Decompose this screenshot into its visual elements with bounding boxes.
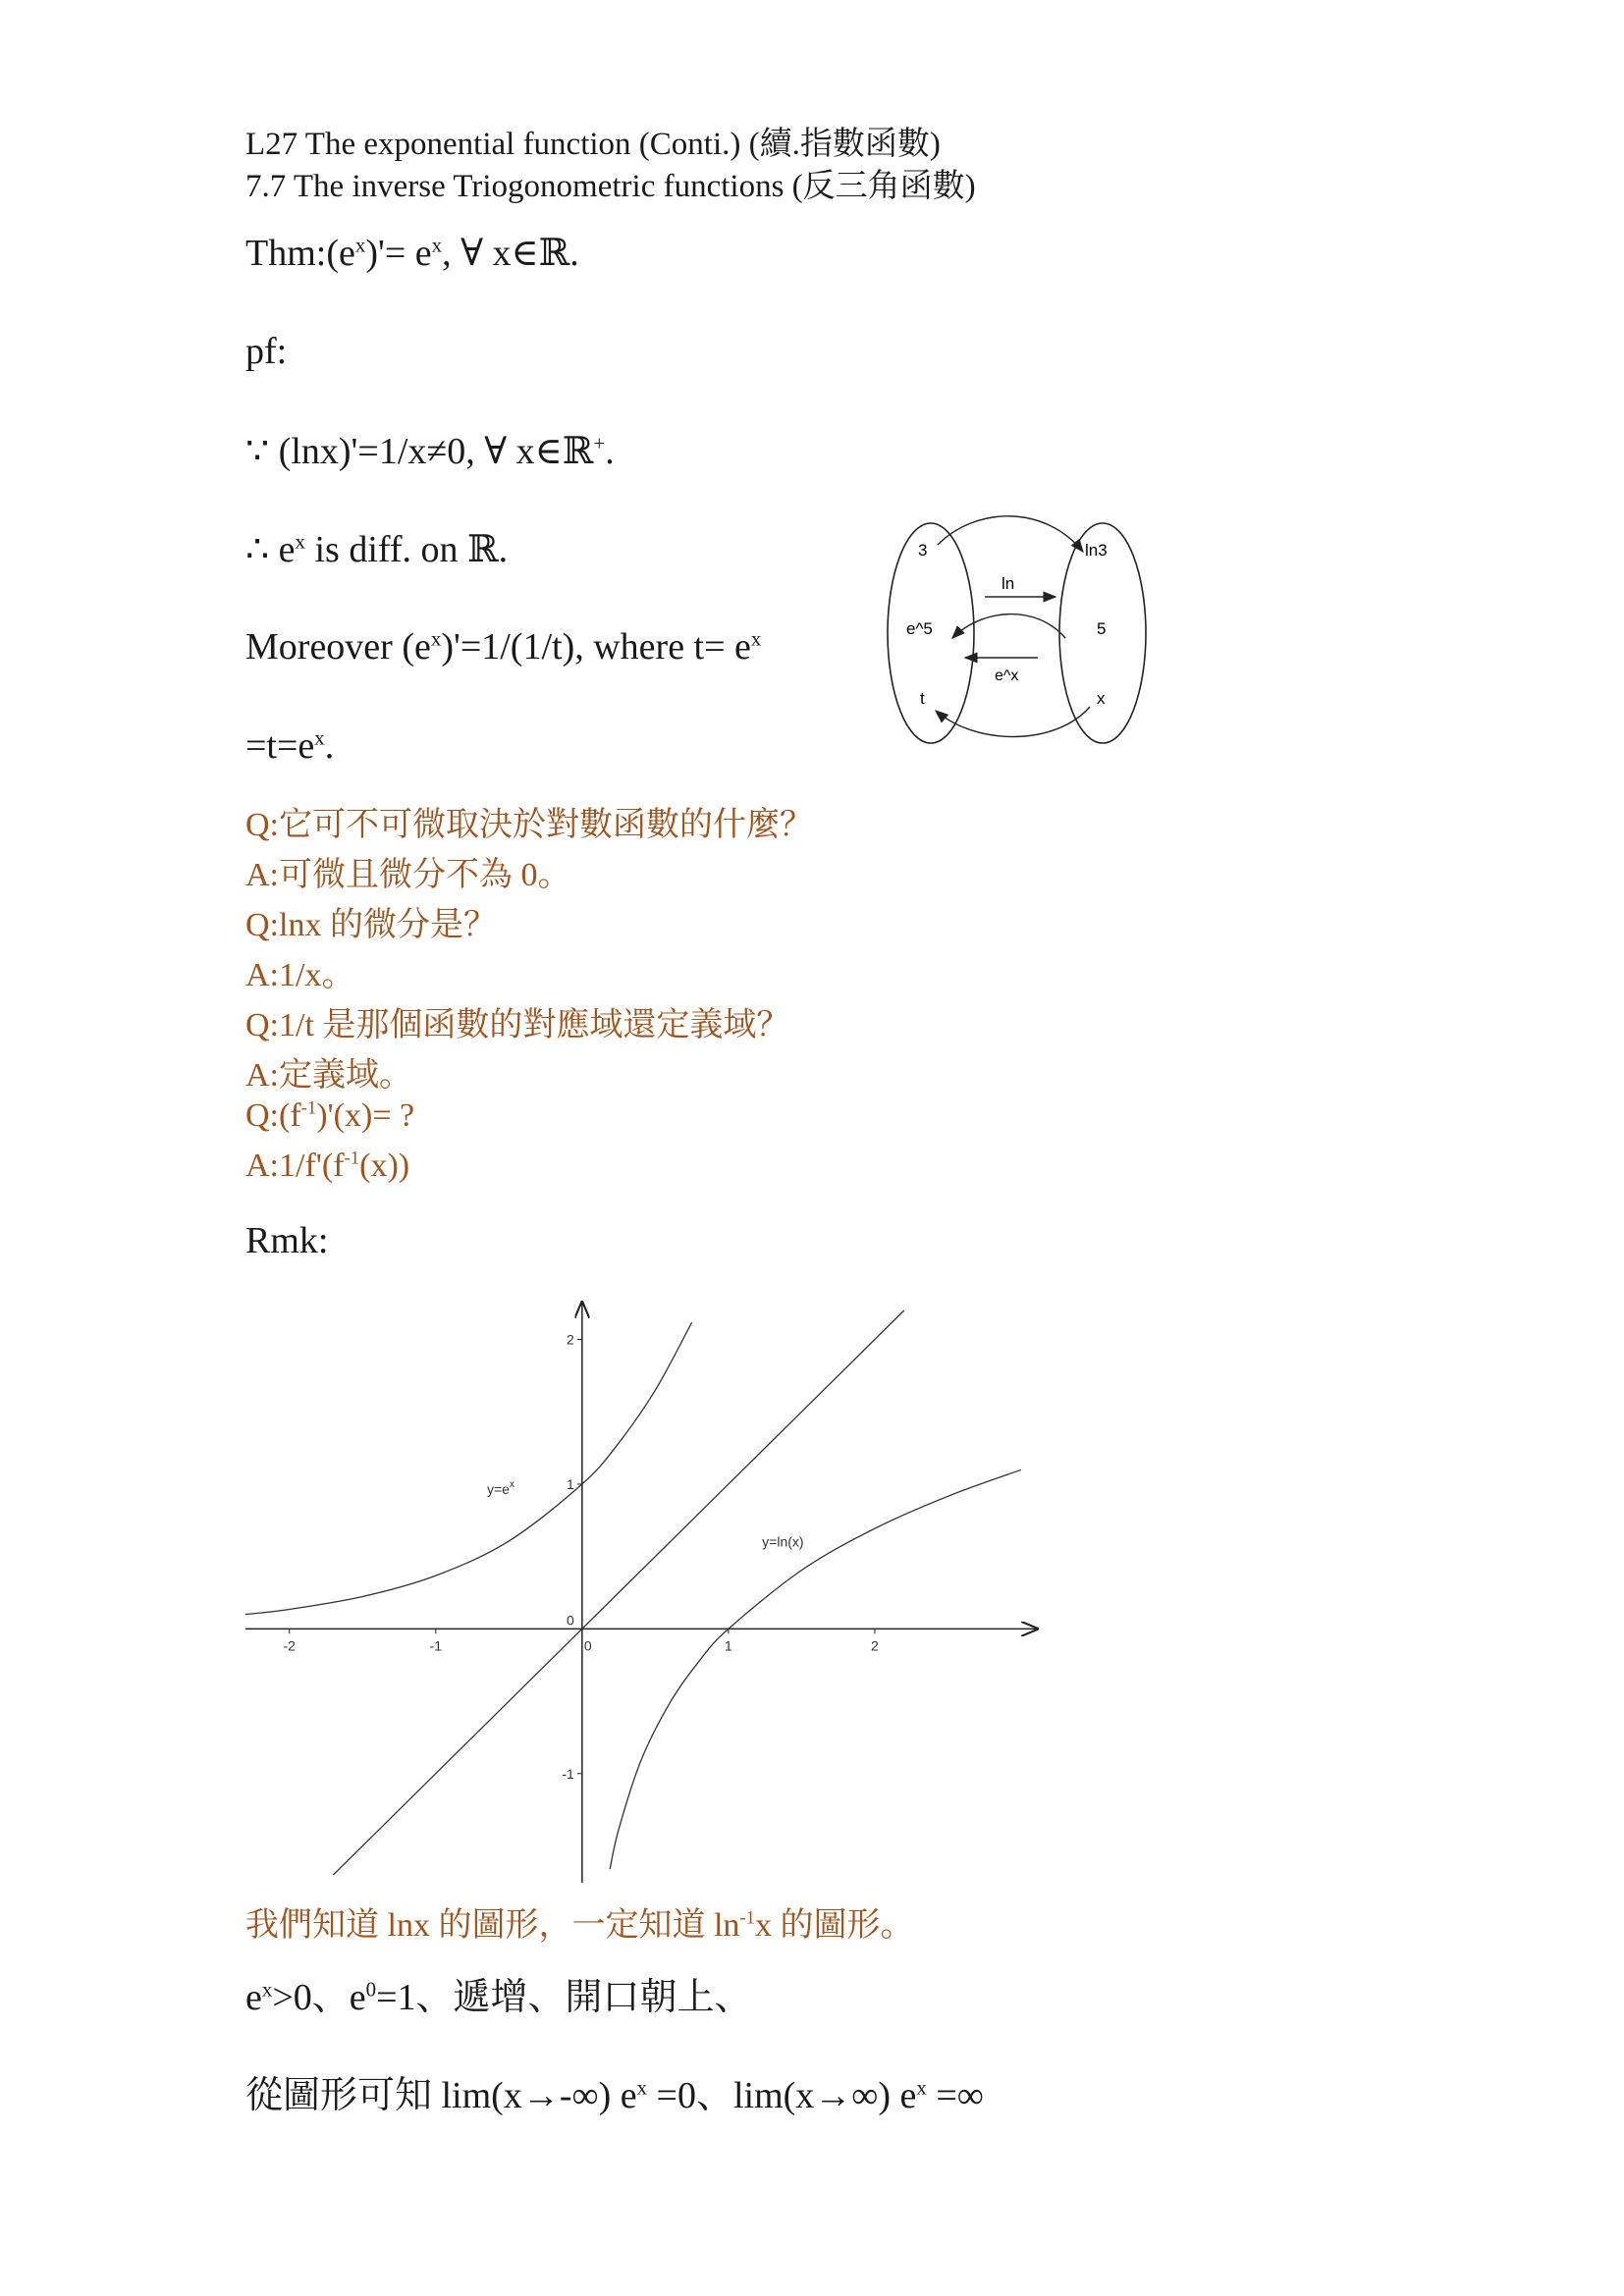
remark-label: Rmk: <box>245 1220 329 1261</box>
series-line-1 <box>245 1322 692 1614</box>
exp-ln-graph <box>236 1296 1051 1885</box>
qa-line-1: Q:它可不可微取決於對數函數的什麼？ <box>245 807 813 843</box>
conclusion-line-3: 從圖形可知 lim(x→-∞) $e^x =0$、lim(x→∞) $e^x$ =∞ <box>245 2075 984 2116</box>
y-tick-label: 0 <box>567 1612 574 1629</box>
mapping-diagram <box>879 510 1154 746</box>
section-title: 7.7 The inverse Triogonometric functions (反三角函數) <box>245 169 976 204</box>
series-line-2 <box>610 1469 1021 1869</box>
qa-line-5: Q:1/t 是那個函數的對應域還定義域？ <box>245 1007 790 1043</box>
proof-step-4: $=t=e^x$. <box>245 725 335 767</box>
x-tick-label: 1 <box>724 1637 732 1654</box>
exp-label: e^x <box>995 667 1019 684</box>
arrow-x-to-t <box>936 707 1090 737</box>
y-tick-label: 1 <box>567 1475 574 1492</box>
lecture-title: L27 The exponential function (Conti.) (續.指數函數) <box>245 127 941 162</box>
conclusion-line-1: 我們知道 lnx 的圖形，一定知道 $\ln^{-1}x$ 的圖形。 <box>245 1907 914 1944</box>
qa-line-8: $A:1/f'(f^{-1}(x))$ <box>245 1148 410 1184</box>
right-elem-2: 5 <box>1097 619 1107 638</box>
arrow-3-to-ln3 <box>938 516 1083 552</box>
qa-line-3: Q:lnx 的微分是？ <box>245 907 497 943</box>
x-tick-label: 0 <box>583 1637 592 1654</box>
x-tick-label: -2 <box>283 1637 296 1654</box>
qa-line-6: A:定義域。 <box>245 1057 412 1094</box>
conclusion-line-2: $e^x>0$、$e^0=1$、遞增、開口朝上、 <box>245 1977 752 2018</box>
ln-label: ln <box>1001 574 1015 593</box>
left-elem-3: t <box>920 689 925 708</box>
y-tick-label: 2 <box>567 1331 574 1348</box>
proof-step-1: ∵ (lnx)'=1/x≠0, ∀ x∈ℝ+. <box>245 431 615 472</box>
right-elem-3: x <box>1097 689 1106 708</box>
series-label-2: y=ln(x) <box>762 1533 804 1550</box>
qa-line-4: A:1/x。 <box>245 957 355 993</box>
series-label-1: $y=e^x$ <box>486 1479 514 1498</box>
y-tick-label: -1 <box>562 1765 574 1782</box>
series-label-superscript: x <box>509 1479 514 1491</box>
arrow-5-to-e5 <box>952 614 1065 638</box>
qa-line-2: A:可微且微分不為 0。 <box>245 857 571 893</box>
left-elem-2: e^5 <box>906 619 933 638</box>
proof-step-3: Moreover $(e^x)'=1/(1/t)$, where $t= e^x$ <box>245 626 762 667</box>
theorem-statement: $Thm:(e^x)'= e^x$, ∀ x∈ℝ. <box>245 233 579 274</box>
x-tick-label: 2 <box>871 1637 879 1654</box>
x-tick-label: -1 <box>429 1637 443 1654</box>
right-elem-1: ln3 <box>1085 541 1108 560</box>
proof-label: pf: <box>245 331 288 372</box>
left-elem-1: 3 <box>918 541 928 560</box>
qa-line-7: $Q:(f^{-1})'(x)=$ ? <box>245 1097 415 1134</box>
proof-step-2: ∴ $e^x$ is diff. on ℝ. <box>245 529 509 570</box>
series-line-3 <box>333 1310 903 1875</box>
